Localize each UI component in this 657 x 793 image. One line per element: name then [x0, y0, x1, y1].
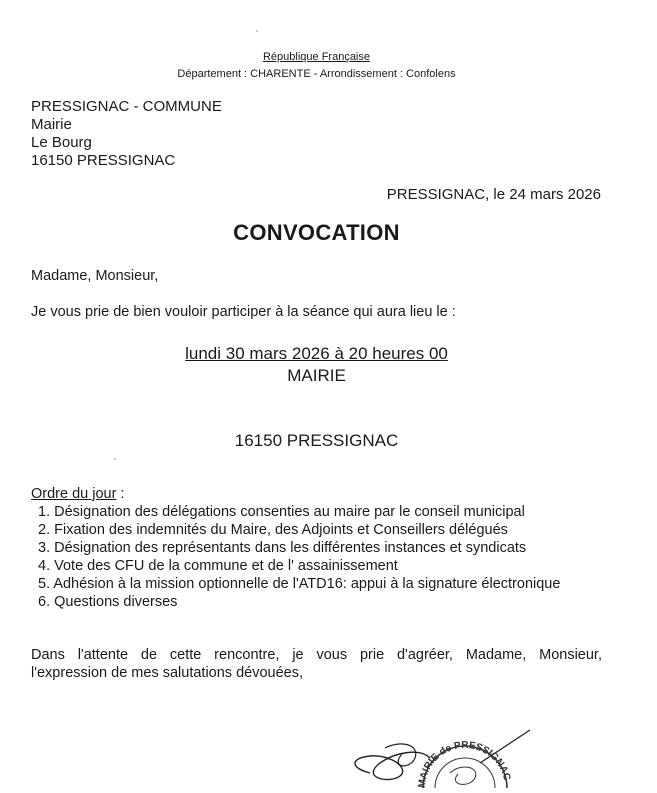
sender-street: Le Bourg: [31, 134, 92, 151]
stamp-text: MAIRIE de PRESSIGNAC: [416, 739, 513, 788]
document-title: CONVOCATION: [233, 220, 400, 245]
scan-speck: [256, 30, 258, 32]
agenda-item: 1. Désignation des délégations consenties au maire par le conseil municipal: [38, 504, 525, 520]
agenda-item: 4. Vote des CFU de la commune et de l' assainissement: [38, 558, 398, 574]
agenda-item: 3. Désignation des représentants dans les différentes instances et syndicats: [38, 540, 527, 556]
sender-postcode: 16150 PRESSIGNAC: [31, 152, 176, 169]
closing-paragraph: [31, 646, 602, 682]
salutation: Madame, Monsieur,: [31, 268, 159, 284]
agenda-list: [38, 503, 560, 611]
place-date: PRESSIGNAC, le 24 mars 2026: [386, 186, 601, 203]
intro-text: Je vous prie de bien vouloir participer à la séance qui aura lieu le :: [31, 304, 456, 320]
agenda-label-suffix: :: [116, 486, 125, 502]
agenda-item: 5. Adhésion à la mission optionnelle de l'ATD16: appui à la signature électronique: [38, 576, 561, 592]
scan-speck: [114, 458, 116, 460]
meeting-datetime: lundi 30 mars 2026 à 20 heures 00: [185, 344, 448, 363]
meeting-venue: MAIRIE: [287, 366, 346, 385]
meeting-city: 16150 PRESSIGNAC: [234, 431, 399, 450]
mairie-stamp-and-signature: [330, 718, 570, 793]
sender-address: [31, 98, 222, 170]
sender-commune: PRESSIGNAC - COMMUNE: [31, 98, 222, 115]
closing-line-1: Dans l'attente de cette rencontre, je vous prie d'agréer, Madame, Monsieur,: [31, 647, 602, 663]
stamp-signature-graphic: [330, 718, 570, 788]
agenda-label: Ordre du jour: [31, 486, 117, 502]
sender-mairie: Mairie: [31, 116, 72, 133]
agenda-item: 6. Questions diverses: [38, 594, 178, 610]
closing-line-2: l'expression de mes salutations dévouées,: [31, 665, 303, 681]
department-line: Département : CHARENTE - Arrondissement : Confolens: [177, 68, 456, 80]
agenda-heading: [31, 486, 125, 502]
agenda-item: 2. Fixation des indemnités du Maire, des Adjoints et Conseillers délégués: [38, 522, 508, 538]
republic-heading: République Française: [262, 51, 370, 63]
